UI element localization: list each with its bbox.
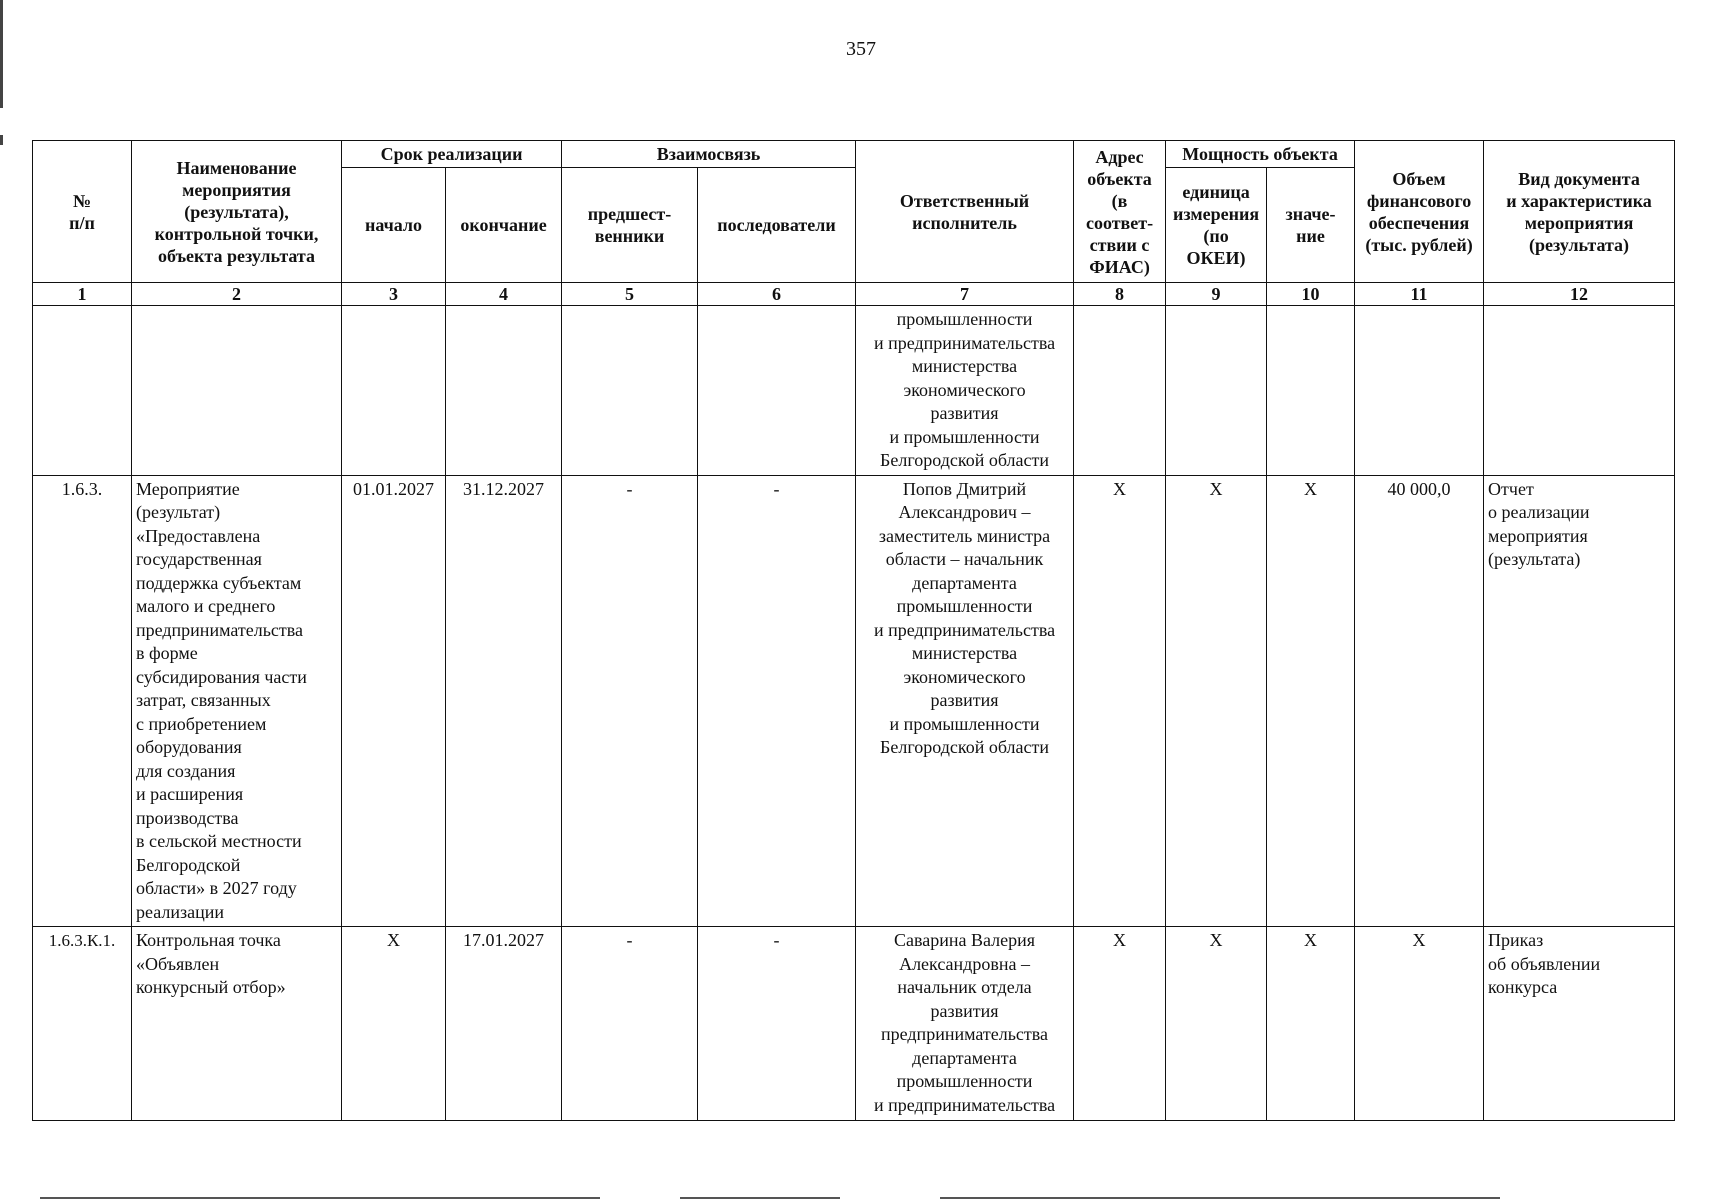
scan-bottom-mark — [940, 1197, 1500, 1199]
cell-value — [1267, 306, 1355, 476]
cell-end: 17.01.2027 — [446, 927, 562, 1121]
cell-successors — [698, 306, 856, 476]
header-value — [1267, 168, 1355, 283]
header-predecessors-text: предшест- венники — [587, 204, 672, 246]
column-numbers-row — [33, 283, 1675, 306]
column-number: 4 — [446, 283, 562, 306]
cell-num: 1.6.3.К.1. — [33, 927, 132, 1121]
header-link-text: Взаимосвязь — [656, 144, 761, 164]
column-number: 9 — [1166, 283, 1267, 306]
cell-financing — [1355, 306, 1484, 476]
cell-name: Контрольная точка «Объявлен конкурсный отбор» — [132, 927, 342, 1121]
header-row-top — [33, 141, 1675, 168]
scan-bottom-mark — [680, 1197, 840, 1199]
header-address — [1074, 141, 1166, 283]
cell-address — [1074, 306, 1166, 476]
cell-start — [342, 306, 446, 476]
header-capacity-text: Мощность объекта — [1182, 144, 1338, 164]
header-name-text: Наименование мероприятия (результата), контрольной точки, объекта результата — [154, 157, 319, 266]
header-successors-text: последователи — [717, 215, 836, 235]
header-period-text: Срок реализации — [380, 144, 523, 164]
cell-responsible: Попов Дмитрий Александрович – заместитель министра области – начальник департамента промышленности и предпринимательства министерства экономического развития и промышленности Белгородской области — [856, 475, 1074, 927]
activities-table — [32, 140, 1675, 1121]
cell-end: 31.12.2027 — [446, 475, 562, 927]
cell-value: Х — [1267, 927, 1355, 1121]
header-responsible — [856, 141, 1074, 283]
header-financing — [1355, 141, 1484, 283]
column-number: 5 — [562, 283, 698, 306]
cell-doc — [1484, 306, 1675, 476]
column-number: 10 — [1267, 283, 1355, 306]
column-number: 12 — [1484, 283, 1675, 306]
cell-unit: Х — [1166, 927, 1267, 1121]
header-successors — [698, 168, 856, 283]
header-period — [342, 141, 562, 168]
cell-financing: Х — [1355, 927, 1484, 1121]
cell-start: 01.01.2027 — [342, 475, 446, 927]
header-num — [33, 141, 132, 283]
header-financing-text: Объем финансового обеспечения (тыс. рублей) — [1365, 168, 1473, 255]
cell-responsible: Саварина Валерия Александровна – начальник отдела развития предпринимательства департамента промышленности и предпринимательства — [856, 927, 1074, 1121]
header-end — [446, 168, 562, 283]
cell-unit: Х — [1166, 475, 1267, 927]
cell-name: Мероприятие (результат) «Предоставлена государственная поддержка субъектам малого и среднего предпринимательства в форме субсидирования части затрат, связанных с приобретением оборудования для создания и расширения производства в сельской местности Белгородской области» в 2027 году реализации — [132, 475, 342, 927]
cell-num: 1.6.3. — [33, 475, 132, 927]
column-number: 7 — [856, 283, 1074, 306]
cell-address: Х — [1074, 927, 1166, 1121]
cell-successors: - — [698, 927, 856, 1121]
cell-address: Х — [1074, 475, 1166, 927]
header-unit — [1166, 168, 1267, 283]
cell-doc: Приказ об объявлении конкурса — [1484, 927, 1675, 1121]
header-unit-text: единица измерения (по ОКЕИ) — [1172, 182, 1260, 268]
cell-unit — [1166, 306, 1267, 476]
page-number: 357 — [846, 38, 876, 60]
cell-end — [446, 306, 562, 476]
scan-edge-mark — [0, 135, 3, 145]
column-number: 2 — [132, 283, 342, 306]
scan-bottom-mark — [40, 1197, 600, 1199]
column-number: 11 — [1355, 283, 1484, 306]
column-number: 6 — [698, 283, 856, 306]
header-link — [562, 141, 856, 168]
table-row — [33, 475, 1675, 927]
cell-num — [33, 306, 132, 476]
header-num-text: № п/п — [69, 190, 95, 233]
cell-predecessors — [562, 306, 698, 476]
column-number: 3 — [342, 283, 446, 306]
cell-doc: Отчет о реализации мероприятия (результата) — [1484, 475, 1675, 927]
header-capacity — [1166, 141, 1355, 168]
header-predecessors — [562, 168, 698, 283]
table-row — [33, 927, 1675, 1121]
column-number: 8 — [1074, 283, 1166, 306]
table-row — [33, 306, 1675, 476]
cell-predecessors: - — [562, 475, 698, 927]
cell-start: Х — [342, 927, 446, 1121]
header-doc — [1484, 141, 1675, 283]
header-value-text: значе- ние — [1285, 204, 1336, 246]
header-end-text: окончание — [460, 215, 547, 235]
header-start — [342, 168, 446, 283]
header-start-text: начало — [364, 215, 423, 235]
cell-name — [132, 306, 342, 476]
header-responsible-text: Ответственный исполнитель — [899, 190, 1030, 233]
header-address-text: Адрес объекта (в соответ- ствии с ФИАС) — [1085, 146, 1154, 277]
cell-financing: 40 000,0 — [1355, 475, 1484, 927]
cell-value: Х — [1267, 475, 1355, 927]
header-doc-text: Вид документа и характеристика мероприятия (результата) — [1506, 168, 1652, 255]
cell-predecessors: - — [562, 927, 698, 1121]
cell-successors: - — [698, 475, 856, 927]
cell-responsible: промышленности и предпринимательства министерства экономического развития и промышленности Белгородской области — [856, 306, 1074, 476]
header-name — [132, 141, 342, 283]
column-number: 1 — [33, 283, 132, 306]
